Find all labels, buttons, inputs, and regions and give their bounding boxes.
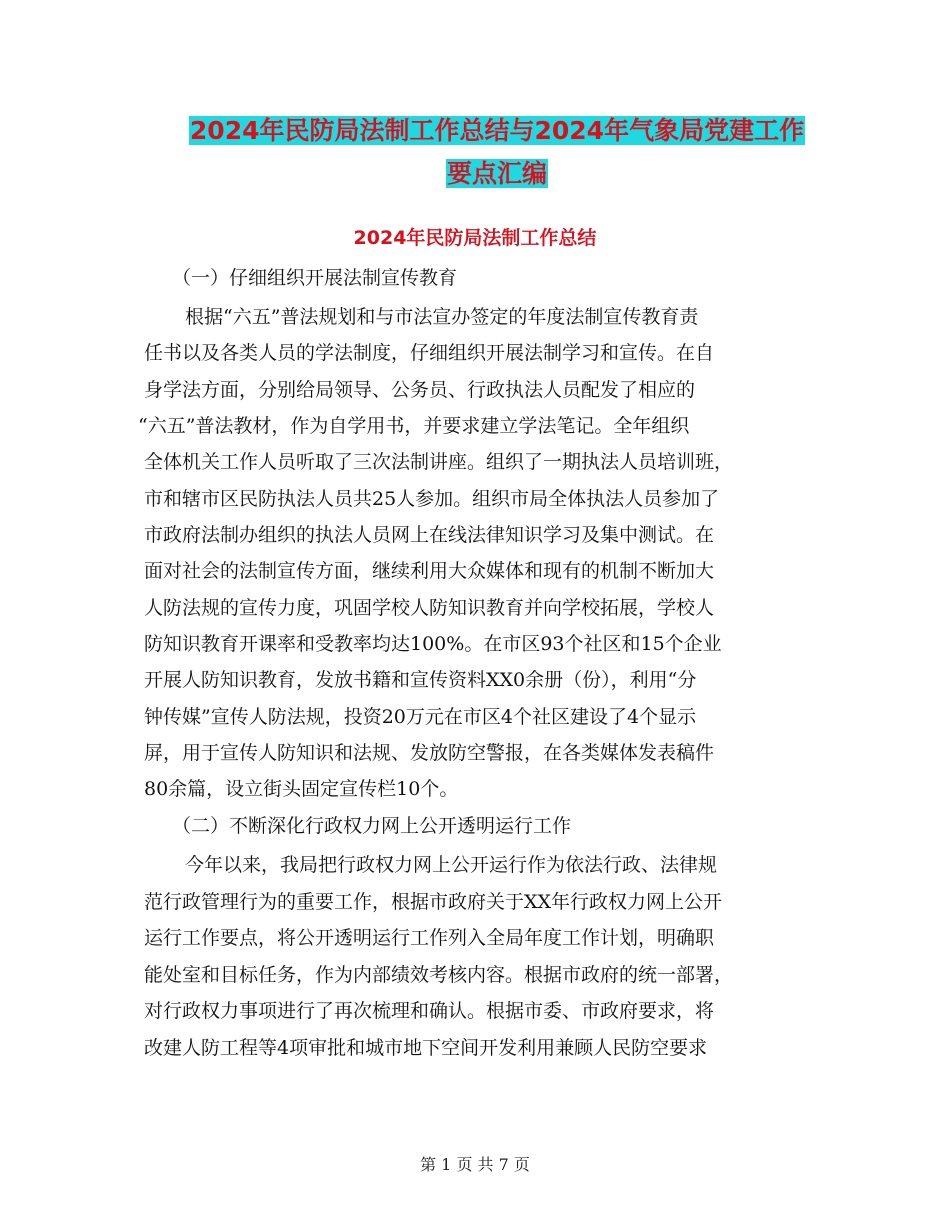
body-line: 任书以及各类人员的学法制度，仔细组织开展法制学习和宣传。在自 [144, 342, 715, 364]
body-line: 对行政权力事项进行了再次梳理和确认。根据市委、市政府要求，将 [144, 1000, 715, 1022]
body-line: 改建人防工程等4项审批和城市地下空间开发利用兼顾人民防空要求 [144, 1037, 708, 1059]
body-line: 身学法方面，分别给局领导、公务员、行政执法人员配发了相应的 [144, 379, 696, 401]
document-title-line-1-text: 2024年民防局法制工作总结与2024年气象局党建工作 [189, 116, 805, 145]
page-footer: 第 1 页 共 7 页 [420, 1155, 530, 1174]
document-title-line-2 [22, 157, 950, 191]
body-line: “六五”普法教材，作为自学用书，并要求建立学法笔记。全年组织 [138, 415, 690, 437]
body-line: 钟传媒”宣传人防法规，投资20万元在市区4个社区建设了4个显示 [144, 706, 697, 728]
section-title: 2024年民防局法制工作总结 [353, 227, 597, 249]
body-line: 市政府法制办组织的执法人员网上在线法律知识学习及集中测试。在 [144, 524, 715, 546]
subheading-1: （一）仔细组织开展法制宣传教育 [172, 267, 458, 289]
subheading-2: （二）不断深化行政权力网上公开透明运行工作 [172, 815, 572, 837]
body-line: 面对社会的法制宣传方面，继续利用大众媒体和现有的机制不断加大 [144, 560, 715, 582]
body-line: 根据“六五”普法规划和与市法宣办签定的年度法制宣传教育责 [185, 306, 699, 328]
body-line: 开展人防知识教育，发放书籍和宣传资料XX0余册（份），利用“分 [144, 669, 697, 691]
body-line: 防知识教育开课率和受教率均达100%。在市区93个社区和15个企业 [144, 633, 722, 655]
body-line: 80余篇，设立街头固定宣传栏10个。 [144, 778, 459, 800]
body-line: 屏，用于宣传人防知识和法规、发放防空警报，在各类媒体发表稿件 [144, 742, 715, 764]
document-title-line-1 [22, 114, 950, 148]
body-line: 人防法规的宣传力度，巩固学校人防知识教育并向学校拓展，学校人 [144, 597, 715, 619]
body-line: 能处室和目标任务，作为内部绩效考核内容。根据市政府的统一部署， [144, 964, 734, 986]
body-line: 全体机关工作人员听取了三次法制讲座。组织了一期执法人员培训班， [144, 451, 734, 473]
body-line: 范行政管理行为的重要工作，根据市政府关于XX年行政权力网上公开 [144, 891, 723, 913]
body-line: 市和辖市区民防执法人员共25人参加。组织市局全体执法人员参加了 [144, 488, 720, 510]
document-title-line-2-text: 要点汇编 [446, 159, 547, 188]
body-line: 今年以来，我局把行政权力网上公开运行作为依法行政、法律规 [185, 854, 718, 876]
body-line: 运行工作要点，将公开透明运行工作列入全局年度工作计划，明确职 [144, 927, 715, 949]
